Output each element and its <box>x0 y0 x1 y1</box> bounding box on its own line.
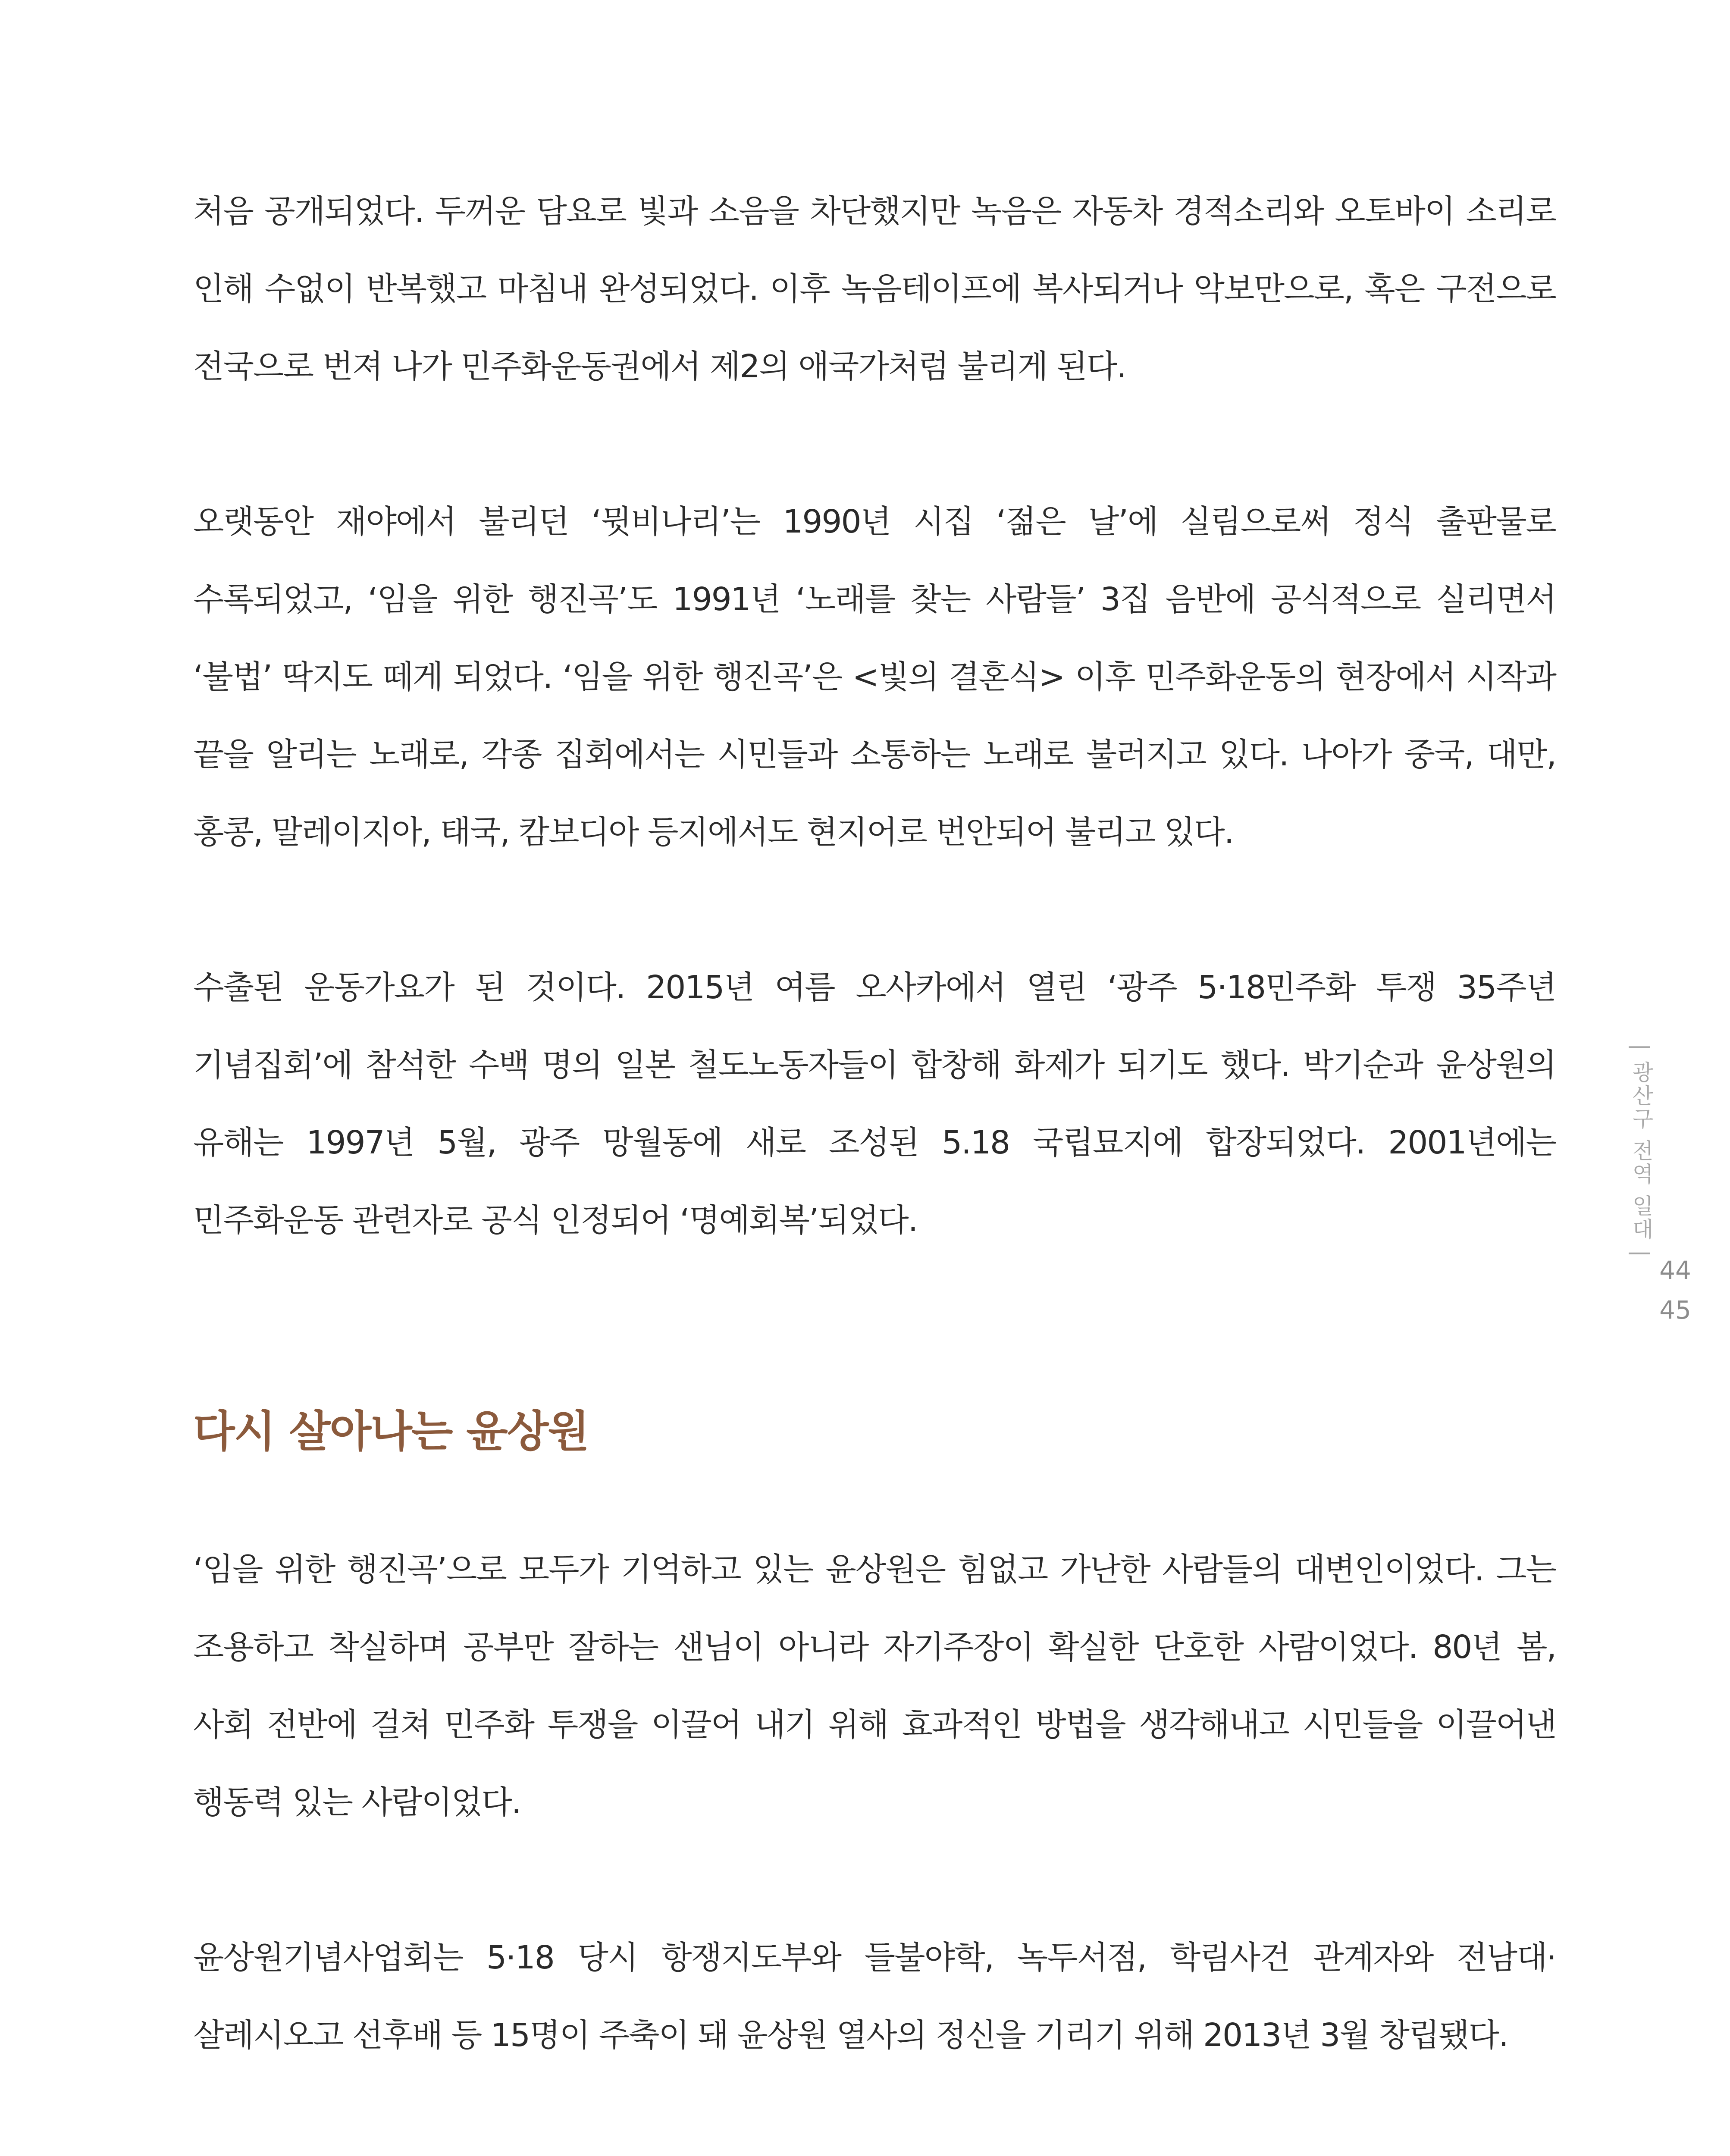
body-paragraph-3: 수출된 운동가요가 된 것이다. 2015년 여름 오사카에서 열린 ‘광주 5·18민주화 투쟁 35주년 기념집회’에 참석한 수백 명의 일본 철도노동자들이 합창해 화제가 되기도 했다. 박기순과 윤상원의 유해는 1997년 5월, 광주 망월동에 새로 조성된 5.18 국립묘지에 합장되었다. 2001년에는 민주화운동 관련자로 공식 인정되어 ‘명예회복’되었다. <box>193 969 1556 1239</box>
body-paragraph-1: 처음 공개되었다. 두꺼운 담요로 빛과 소음을 차단했지만 녹음은 자동차 경적소리와 오토바이 소리로 인해 수없이 반복했고 마침내 완성되었다. 이후 녹음테이프에 복사되거나 악보만으로, 혹은 구전으로 전국으로 번져 나가 민주화운동권에서 제2의 애국가처럼 불리게 된다. <box>193 193 1556 385</box>
page-content <box>193 172 1556 2156</box>
chapter-side-label: | 광산구 전역 일대 | <box>1629 1044 1654 1259</box>
body-paragraph-6 <box>193 2152 1556 2156</box>
body-paragraph-4: ‘임을 위한 행진곡’으로 모두가 기억하고 있는 윤상원은 힘없고 가난한 사람들의 대변인이었다. 그는 조용하고 착실하며 공부만 잘하는 샌님이 아니라 자기주장이 확실한 단호한 사람이었다. 80년 봄, 사회 전반에 걸쳐 민주화 투쟁을 이끌어 내기 위해 효과적인 방법을 생각해내고 시민들을 이끌어낸 행동력 있는 사람이었다. <box>193 1551 1556 1821</box>
page-numbers <box>1652 1250 1699 1330</box>
page-number-right: 45 <box>1659 1295 1691 1325</box>
body-paragraph-5: 윤상원기념사업회는 5·18 당시 항쟁지도부와 들불야학, 녹두서점, 학림사건 관계자와 전남대·살레시오고 선후배 등 15명이 주축이 돼 윤상원 열사의 정신을 기리기 위해 2013년 3월 창립됐다. <box>193 1939 1556 2054</box>
section-heading: 다시 살아나는 윤상원 <box>193 1406 589 1457</box>
body-paragraph-2: 오랫동안 재야에서 불리던 ‘뮛비나리’는 1990년 시집 ‘젊은 날’에 실림으로써 정식 출판물로 수록되었고, ‘임을 위한 행진곡’도 1991년 ‘노래를 찾는 사람들’ 3집 음반에 공식적으로 실리면서 ‘불법’ 딱지도 떼게 되었다. ‘임을 위한 행진곡’은 <빛의 결혼식> 이후 민주화운동의 현장에서 시작과 끝을 알리는 노래로, 각종 집회에서는 시민들과 소통하는 노래로 불러지고 있다. 나아가 중국, 대만, 홍콩, 말레이지아, 태국, 캄보디아 등지에서도 현지어로 번안되어 불리고 있다. <box>193 503 1556 851</box>
page-number-left: 44 <box>1659 1256 1691 1285</box>
